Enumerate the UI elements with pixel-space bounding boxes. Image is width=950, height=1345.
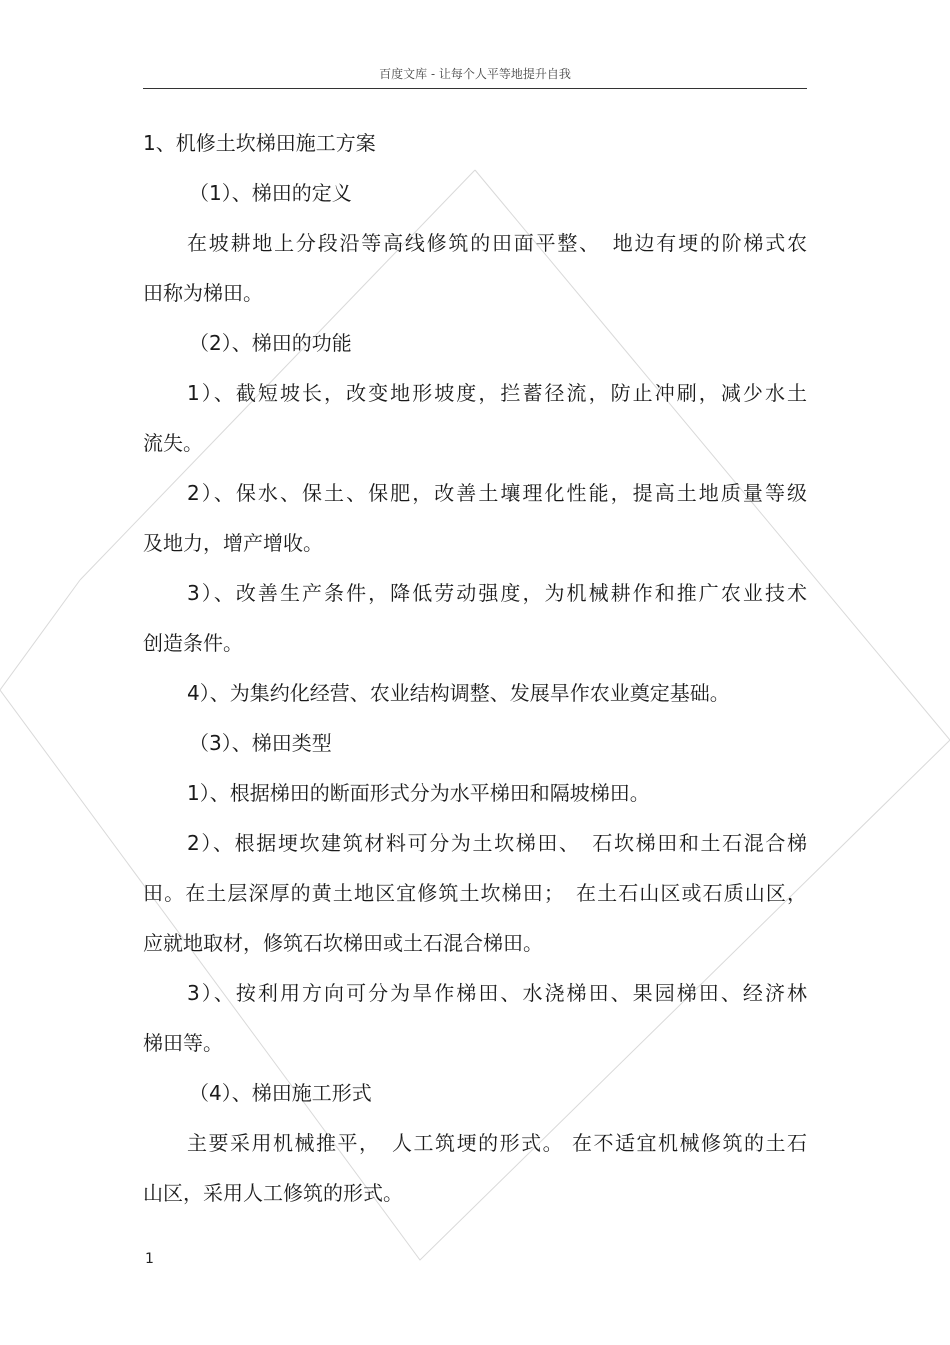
page-header: 百度文库 - 让每个人平等地提升自我 bbox=[143, 64, 807, 89]
document-title: 1、机修土坎梯田施工方案 bbox=[143, 131, 376, 155]
list-item-line: 2）、根据埂坎建筑材料可分为土坎梯田、 石坎梯田和土石混合梯 bbox=[187, 831, 807, 855]
list-item-line: 及地力，增产增收。 bbox=[143, 531, 323, 555]
section-heading-construction: （4）、梯田施工形式 bbox=[189, 1081, 372, 1105]
list-item-line: 梯田等。 bbox=[143, 1031, 223, 1055]
list-item-line: 应就地取材，修筑石坎梯田或土石混合梯田。 bbox=[143, 931, 543, 955]
document-body bbox=[143, 118, 807, 1218]
section-heading-function: （2）、梯田的功能 bbox=[189, 331, 352, 355]
list-item-line: 创造条件。 bbox=[143, 631, 243, 655]
page-number: 1 bbox=[145, 1251, 154, 1267]
list-item-line: 1）、截短坡长，改变地形坡度，拦蓄径流，防止冲刷，减少水土 bbox=[187, 381, 807, 405]
paragraph-line: 山区，采用人工修筑的形式。 bbox=[143, 1181, 403, 1205]
list-item-line: 4）、为集约化经营、农业结构调整、发展旱作农业奠定基础。 bbox=[187, 681, 730, 705]
section-heading-types: （3）、梯田类型 bbox=[189, 731, 332, 755]
section-heading-definition: （1）、梯田的定义 bbox=[189, 181, 352, 205]
paragraph-line: 在坡耕地上分段沿等高线修筑的田面平整、 地边有埂的阶梯式农 bbox=[187, 231, 807, 255]
list-item-line: 2）、保水、保土、保肥，改善土壤理化性能，提高土地质量等级 bbox=[187, 481, 807, 505]
list-item-line: 3）、改善生产条件，降低劳动强度，为机械耕作和推广农业技术 bbox=[187, 581, 807, 605]
list-item-line: 流失。 bbox=[143, 431, 203, 455]
list-item-line: 1）、根据梯田的断面形式分为水平梯田和隔坡梯田。 bbox=[187, 781, 650, 805]
paragraph-line: 田称为梯田。 bbox=[143, 281, 263, 305]
list-item-line: 3）、按利用方向可分为旱作梯田、水浇梯田、果园梯田、经济林 bbox=[187, 981, 807, 1005]
paragraph-line: 主要采用机械推平， 人工筑埂的形式。 在不适宜机械修筑的土石 bbox=[187, 1131, 807, 1155]
list-item-line: 田。在土层深厚的黄土地区宜修筑土坎梯田； 在土石山区或石质山区， bbox=[143, 881, 807, 905]
